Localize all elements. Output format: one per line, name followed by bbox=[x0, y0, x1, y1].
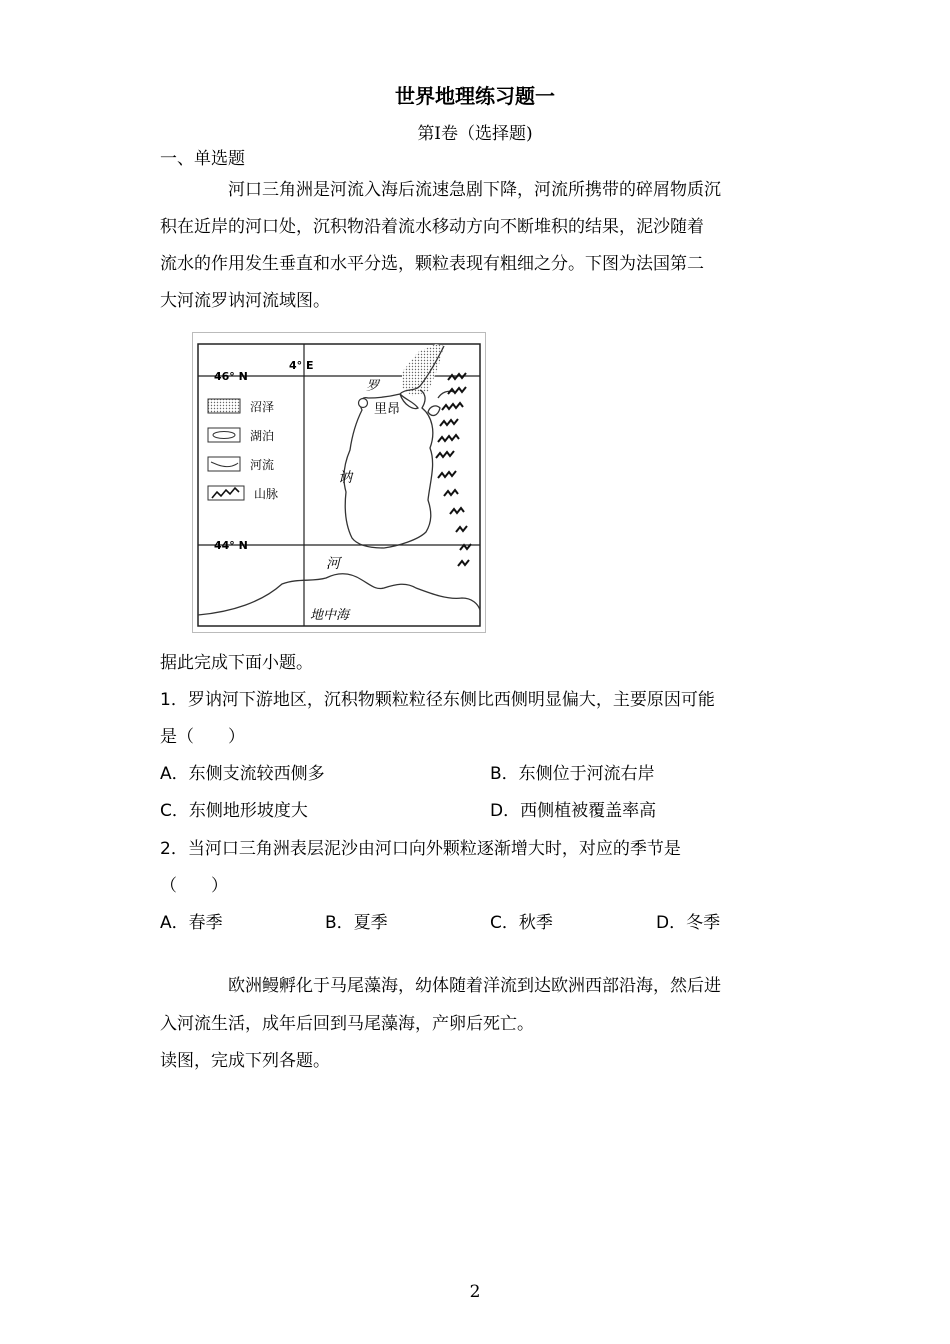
section-subtitle: 第Ⅰ卷（选择题) bbox=[417, 124, 533, 144]
question-1-option-b[interactable]: B．东侧位于河流右岸 bbox=[490, 764, 655, 784]
label-he: 河 bbox=[326, 556, 340, 572]
label-mediterranean: 地中海 bbox=[310, 608, 350, 623]
section-heading: 一、单选题 bbox=[160, 149, 245, 169]
label-lyon: 里昂 bbox=[374, 402, 401, 417]
passage1-line: 流水的作用发生垂直和水平分选，颗粒表现有粗细之分。下图为法国第二 bbox=[160, 254, 704, 274]
legend-marsh-label: 沼泽 bbox=[250, 400, 275, 414]
instruction: 据此完成下面小题。 bbox=[160, 653, 313, 673]
passage1-line: 积在近岸的河口处，沉积物沿着流水移动方向不断堆积的结果，泥沙随着 bbox=[160, 217, 704, 237]
question-1-stem: 1．罗讷河下游地区，沉积物颗粒粒径东侧比西侧明显偏大，主要原因可能 bbox=[160, 690, 715, 710]
page-title: 世界地理练习题一 bbox=[395, 84, 555, 108]
legend-river-label: 河流 bbox=[250, 458, 275, 472]
lon-4-label: 4° E bbox=[289, 359, 314, 372]
question-2-option-b[interactable]: B．夏季 bbox=[325, 913, 388, 933]
lat-44-label: 44° N bbox=[214, 539, 248, 552]
question-2-stem: （ ） bbox=[160, 876, 228, 896]
question-1-option-d[interactable]: D．西侧植被覆盖率高 bbox=[490, 801, 657, 821]
question-2-option-d[interactable]: D．冬季 bbox=[656, 913, 721, 933]
question-1-option-c[interactable]: C．东侧地形坡度大 bbox=[160, 801, 308, 821]
passage2-line: 欧洲鳗孵化于马尾藻海，幼体随着洋流到达欧洲西部沿海，然后进 bbox=[228, 976, 721, 996]
page-number: 2 bbox=[469, 1282, 481, 1302]
passage1-line: 河口三角洲是河流入海后流速急剧下降，河流所携带的碎屑物质沉 bbox=[228, 180, 721, 200]
question-2-option-a[interactable]: A．春季 bbox=[160, 913, 223, 933]
lat-46-label: 46° N bbox=[214, 370, 248, 383]
question-2-option-c[interactable]: C．秋季 bbox=[490, 913, 553, 933]
question-1-stem: 是（ ） bbox=[160, 727, 245, 747]
question-1-option-a[interactable]: A．东侧支流较西侧多 bbox=[160, 764, 325, 784]
legend-mountain-label: 山脉 bbox=[254, 487, 279, 501]
passage1-line: 大河流罗讷河流域图。 bbox=[160, 291, 330, 311]
legend-marsh-icon bbox=[208, 399, 240, 413]
label-ne: 讷 bbox=[338, 470, 352, 486]
legend-lake-label: 湖泊 bbox=[250, 429, 275, 443]
instruction: 读图，完成下列各题。 bbox=[160, 1051, 330, 1071]
question-2-stem: 2．当河口三角洲表层泥沙由河口向外颗粒逐渐增大时，对应的季节是 bbox=[160, 839, 681, 859]
lyon-lake bbox=[359, 399, 368, 408]
rhone-basin-map bbox=[192, 332, 486, 633]
label-luo: 罗 bbox=[366, 379, 380, 394]
passage2-line: 入河流生活，成年后回到马尾藻海，产卵后死亡。 bbox=[160, 1014, 534, 1034]
